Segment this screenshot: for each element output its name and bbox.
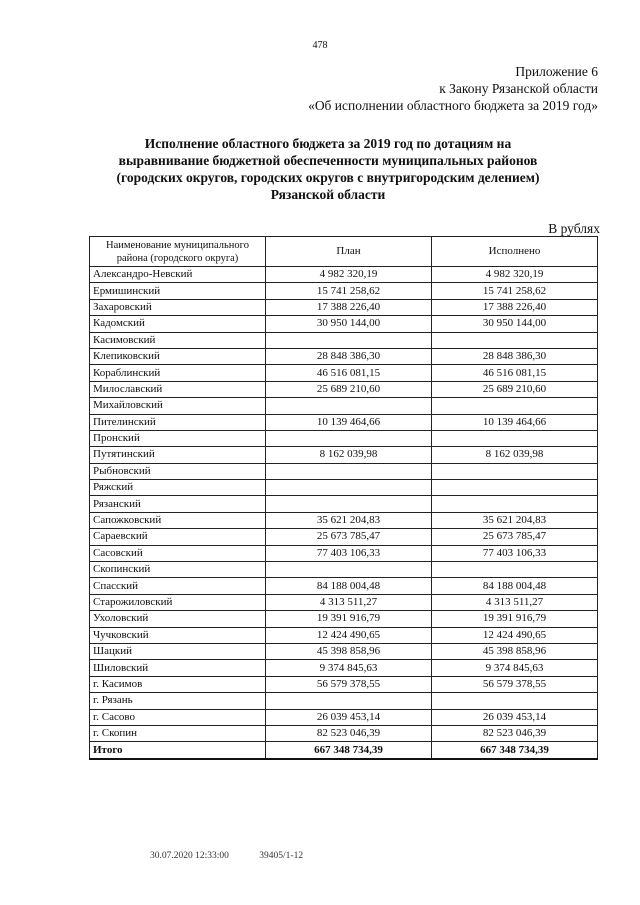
cell-name: Ряжский: [90, 480, 266, 496]
budget-table: [89, 236, 598, 760]
page-number: 478: [312, 40, 328, 51]
header-done: Исполнено: [432, 237, 598, 267]
table-row: [90, 725, 598, 741]
table-row: [90, 463, 598, 479]
cell-done: 30 950 144,00: [432, 316, 598, 332]
cell-done: 45 398 858,96: [432, 643, 598, 659]
table-row: [90, 643, 598, 659]
cell-done: 4 313 511,27: [432, 594, 598, 610]
units-label: В рублях: [548, 221, 600, 236]
cell-plan: 82 523 046,39: [266, 725, 432, 741]
table-row: [90, 611, 598, 627]
cell-done: 25 673 785,47: [432, 529, 598, 545]
cell-done: 35 621 204,83: [432, 512, 598, 528]
cell-done: [432, 562, 598, 578]
table-row: [90, 414, 598, 430]
cell-done: 12 424 490,65: [432, 627, 598, 643]
table-row: [90, 512, 598, 528]
table-row: [90, 660, 598, 676]
cell-plan: 25 673 785,47: [266, 529, 432, 545]
cell-plan: 84 188 004,48: [266, 578, 432, 594]
cell-name: Рязанский: [90, 496, 266, 512]
cell-name: Сасовский: [90, 545, 266, 561]
cell-name: Кораблинский: [90, 365, 266, 381]
cell-plan: 77 403 106,33: [266, 545, 432, 561]
table-body: [90, 267, 598, 742]
cell-name: Захаровский: [90, 299, 266, 315]
table-row: [90, 545, 598, 561]
cell-name: Путятинский: [90, 447, 266, 463]
title-line-3: (городских округов, городских округов с внутригородским делением): [116, 170, 540, 185]
cell-plan: 28 848 386,30: [266, 348, 432, 364]
table-row: [90, 316, 598, 332]
cell-name: г. Скопин: [90, 725, 266, 741]
cell-name: Чучковский: [90, 627, 266, 643]
cell-done: [432, 463, 598, 479]
cell-done: [432, 496, 598, 512]
cell-done: 26 039 453,14: [432, 709, 598, 725]
cell-name: Ухоловский: [90, 611, 266, 627]
table-row: [90, 398, 598, 414]
cell-name: Касимовский: [90, 332, 266, 348]
cell-plan: 8 162 039,98: [266, 447, 432, 463]
table-row: [90, 348, 598, 364]
cell-done: 25 689 210,60: [432, 381, 598, 397]
cell-plan: 10 139 464,66: [266, 414, 432, 430]
table-row: [90, 529, 598, 545]
cell-done: 9 374 845,63: [432, 660, 598, 676]
footer: [150, 851, 331, 861]
cell-done: [432, 430, 598, 446]
footer-timestamp: 30.07.2020 12:33:00: [150, 851, 229, 861]
cell-name: Кадомский: [90, 316, 266, 332]
cell-plan: 17 388 226,40: [266, 299, 432, 315]
title-line-1: Исполнение областного бюджета за 2019 год по дотациям на: [144, 136, 512, 151]
cell-plan: 9 374 845,63: [266, 660, 432, 676]
cell-name: г. Касимов: [90, 676, 266, 692]
cell-name: Пителинский: [90, 414, 266, 430]
cell-done: 82 523 046,39: [432, 725, 598, 741]
appendix-reference: [198, 63, 598, 114]
cell-plan: 35 621 204,83: [266, 512, 432, 528]
cell-done: 10 139 464,66: [432, 414, 598, 430]
cell-done: 17 388 226,40: [432, 299, 598, 315]
cell-plan: [266, 332, 432, 348]
cell-name: Скопинский: [90, 562, 266, 578]
cell-done: [432, 693, 598, 709]
cell-done: [432, 332, 598, 348]
cell-name: Сараевский: [90, 529, 266, 545]
total-plan: 667 348 734,39: [266, 742, 432, 759]
table-row: [90, 693, 598, 709]
cell-name: г. Сасово: [90, 709, 266, 725]
table-row: [90, 480, 598, 496]
table-row: [90, 676, 598, 692]
total-label: Итого: [90, 742, 266, 759]
cell-done: [432, 480, 598, 496]
cell-done: 8 162 039,98: [432, 447, 598, 463]
table-row: [90, 430, 598, 446]
cell-done: 77 403 106,33: [432, 545, 598, 561]
cell-name: Михайловский: [90, 398, 266, 414]
table-row: [90, 283, 598, 299]
table-header-row: [90, 237, 598, 267]
table-row: [90, 299, 598, 315]
table-row: [90, 365, 598, 381]
cell-plan: [266, 496, 432, 512]
table-row: [90, 267, 598, 283]
cell-plan: 30 950 144,00: [266, 316, 432, 332]
table-row: [90, 562, 598, 578]
cell-done: 15 741 258,62: [432, 283, 598, 299]
cell-plan: [266, 693, 432, 709]
cell-plan: 15 741 258,62: [266, 283, 432, 299]
cell-done: 84 188 004,48: [432, 578, 598, 594]
table-row: [90, 447, 598, 463]
title-line-4: Рязанской области: [270, 187, 386, 202]
title-line-2: выравнивание бюджетной обеспеченности муниципальных районов: [118, 153, 538, 168]
cell-name: Клепиковский: [90, 348, 266, 364]
total-done: 667 348 734,39: [432, 742, 598, 759]
cell-plan: [266, 430, 432, 446]
table-row: [90, 332, 598, 348]
header-name: Наименование муниципального района (городского округа): [90, 237, 266, 267]
cell-name: Спасский: [90, 578, 266, 594]
document-title: [80, 135, 576, 203]
table-row: [90, 381, 598, 397]
cell-name: Сапожковский: [90, 512, 266, 528]
header-plan: План: [266, 237, 432, 267]
footer-doc-id: 39405/1-12: [259, 851, 304, 861]
cell-plan: 56 579 378,55: [266, 676, 432, 692]
cell-name: Александро-Невский: [90, 267, 266, 283]
table-row: [90, 627, 598, 643]
table-row: [90, 496, 598, 512]
cell-plan: [266, 480, 432, 496]
table-row: [90, 578, 598, 594]
total-row: [90, 742, 598, 759]
appendix-line-1: Приложение 6: [515, 64, 598, 79]
cell-plan: 26 039 453,14: [266, 709, 432, 725]
cell-plan: [266, 463, 432, 479]
cell-plan: 46 516 081,15: [266, 365, 432, 381]
cell-plan: 19 391 916,79: [266, 611, 432, 627]
cell-plan: 45 398 858,96: [266, 643, 432, 659]
appendix-line-2: к Закону Рязанской области: [439, 81, 598, 96]
cell-name: Рыбновский: [90, 463, 266, 479]
cell-name: Пронский: [90, 430, 266, 446]
cell-plan: 4 982 320,19: [266, 267, 432, 283]
table-row: [90, 709, 598, 725]
cell-name: Старожиловский: [90, 594, 266, 610]
cell-plan: 4 313 511,27: [266, 594, 432, 610]
cell-plan: 12 424 490,65: [266, 627, 432, 643]
cell-plan: [266, 398, 432, 414]
cell-done: 56 579 378,55: [432, 676, 598, 692]
table-row: [90, 594, 598, 610]
cell-plan: 25 689 210,60: [266, 381, 432, 397]
cell-done: 4 982 320,19: [432, 267, 598, 283]
appendix-line-3: «Об исполнении областного бюджета за 2019 год»: [308, 98, 598, 113]
cell-name: Шацкий: [90, 643, 266, 659]
cell-plan: [266, 562, 432, 578]
cell-name: г. Рязань: [90, 693, 266, 709]
cell-done: 19 391 916,79: [432, 611, 598, 627]
cell-done: 28 848 386,30: [432, 348, 598, 364]
cell-name: Шиловский: [90, 660, 266, 676]
cell-name: Милославский: [90, 381, 266, 397]
cell-done: [432, 398, 598, 414]
cell-name: Ермишинский: [90, 283, 266, 299]
cell-done: 46 516 081,15: [432, 365, 598, 381]
